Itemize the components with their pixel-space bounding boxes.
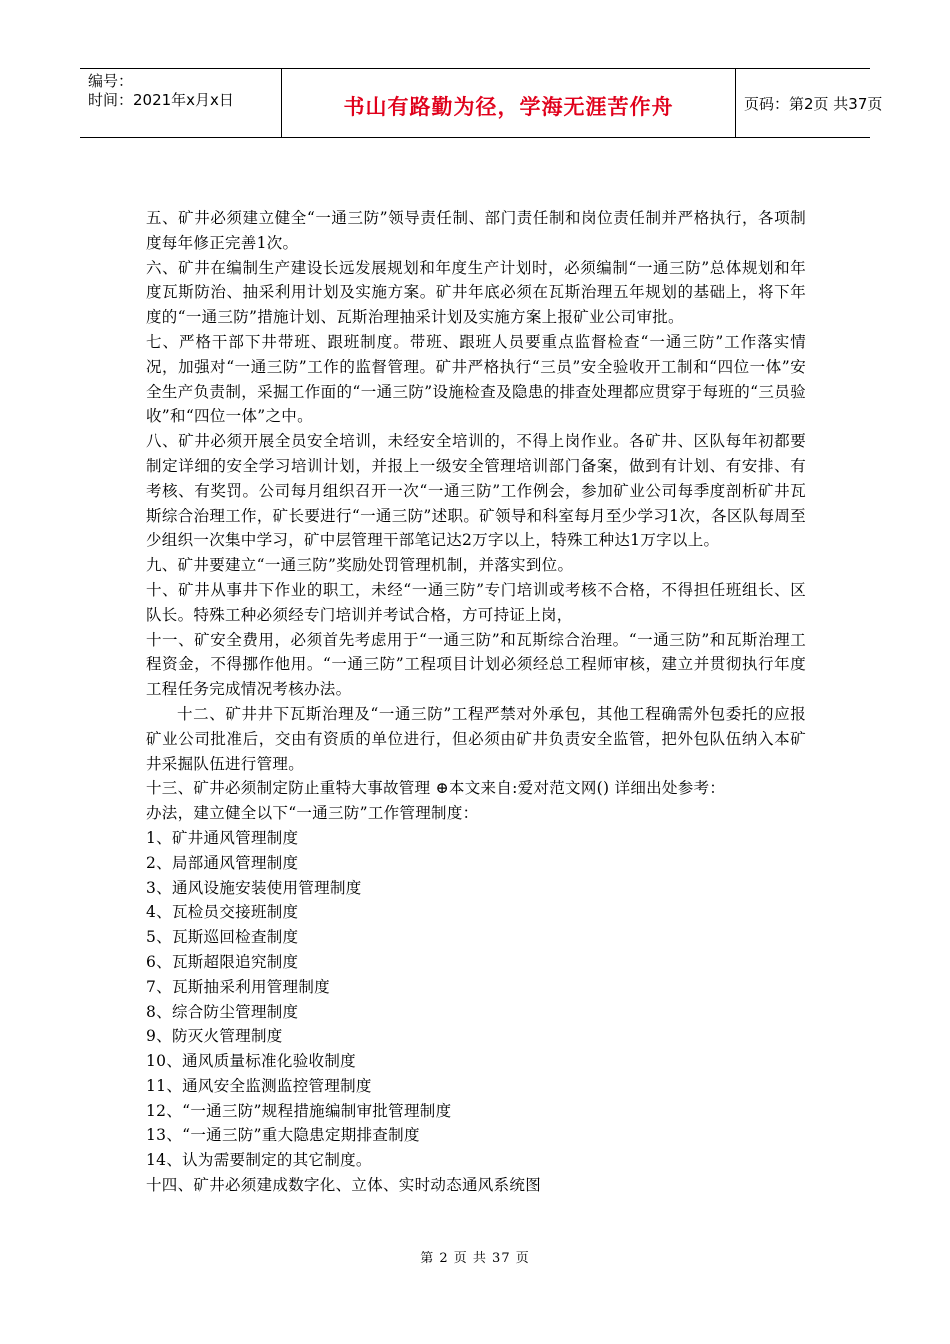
paragraph-8: 八、矿井必须开展全员安全培训，未经安全培训的，不得上岗作业。各矿井、区队每年初都要制定详细的安全学习培训计划，并报上一级安全管理培训部门备案，做到有计划、有安排、有考核、有奖罚。公司每月组织召开一次“一通三防”工作例会，参加矿业公司每季度剖析矿井瓦斯综合治理工作，矿长要进行“一通三防”述职。矿领导和科室每月至少学习1次，各区队每周至少组织一次集中学习，矿中层管理干部笔记达2万字以上，特殊工种达1万字以上。 <box>146 432 806 550</box>
list-item: 4、瓦检员交接班制度 <box>146 903 299 922</box>
list-item: 7、瓦斯抽采利用管理制度 <box>146 977 330 996</box>
list-item: 11、通风安全监测监控管理制度 <box>146 1076 372 1095</box>
list-item: 13、“一通三防”重大隐患定期排查制度 <box>146 1126 420 1145</box>
document-body <box>146 206 806 1198</box>
paragraph-9: 九、矿井要建立“一通三防”奖励处罚管理机制，并落实到位。 <box>146 556 574 575</box>
list-item: 9、防灭火管理制度 <box>146 1027 283 1046</box>
paragraph-14: 十四、矿井必须建成数字化、立体、实时动态通风系统图 <box>146 1176 542 1195</box>
list-item: 8、综合防尘管理制度 <box>146 1002 299 1021</box>
paragraph-13: 十三、矿井必须制定防止重特大事故管理 ⊕本文来自:爱对范文网() 详细出处参考： <box>146 779 726 798</box>
paragraph-10: 十、矿井从事井下作业的职工，未经“一通三防”专门培训或考核不合格，不得担任班组长、区队长。特殊工种必须经专门培训并考试合格，方可持证上岗， <box>146 580 806 624</box>
header-page-info: 页码：第2页 共37页 <box>744 95 883 113</box>
list-item: 5、瓦斯巡回检查制度 <box>146 928 299 947</box>
page-footer: 第 2 页 共 37 页 <box>420 1251 530 1266</box>
time-label: 时间：2021年x月x日 <box>88 91 234 109</box>
number-label: 编号： <box>88 72 134 90</box>
paragraph-7: 七、严格干部下井带班、跟班制度。带班、跟班人员要重点监督检查“一通三防”工作落实情况，加强对“一通三防”工作的监督管理。矿井严格执行“三员”安全验收开工制和“四位一体”安全生产负责制，采掘工作面的“一通三防”设施检查及隐患的排查处理都应贯穿于每班的“三员验收”和“四位一体”之中。 <box>146 332 806 426</box>
paragraph-6: 六、矿井在编制生产建设长远发展规划和年度生产计划时，必须编制“一通三防”总体规划和年度瓦斯防治、抽采利用计划及实施方案。矿井年底必须在瓦斯治理五年规划的基础上，将下年度的“一通三防”措施计划、瓦斯治理抽采计划及实施方案上报矿业公司审批。 <box>146 258 806 327</box>
paragraph-12: 十二、矿井井下瓦斯治理及“一通三防”工程严禁对外承包，其他工程确需外包委托的应报矿业公司批准后，交由有资质的单位进行，但必须由矿井负责安全监管，把外包队伍纳入本矿井采掘队伍进行管理。 <box>146 704 806 773</box>
paragraph-13-continued: 办法，建立健全以下“一通三防”工作管理制度： <box>146 804 479 823</box>
list-item: 14、认为需要制定的其它制度。 <box>146 1151 372 1170</box>
document-header <box>80 68 883 138</box>
list-item: 12、“一通三防”规程措施编制审批管理制度 <box>146 1101 452 1120</box>
list-item: 6、瓦斯超限追究制度 <box>146 952 299 971</box>
list-item: 2、局部通风管理制度 <box>146 853 299 872</box>
list-item: 1、矿井通风管理制度 <box>146 828 299 847</box>
header-page-cell <box>736 69 883 137</box>
paragraph-11: 十一、矿安全费用，必须首先考虑用于“一通三防”和瓦斯综合治理。“一通三防”和瓦斯治理工程资金，不得挪作他用。“一通三防”工程项目计划必须经总工程师审核，建立并贯彻执行年度工程任务完成情况考核办法。 <box>146 630 806 699</box>
list-item: 10、通风质量标准化验收制度 <box>146 1052 356 1071</box>
header-motto: 书山有路勤为径，学海无涯苦作舟 <box>343 95 674 119</box>
header-motto-cell <box>282 69 736 137</box>
list-item: 3、通风设施安装使用管理制度 <box>146 878 362 897</box>
header-info-cell <box>80 69 282 137</box>
paragraph-5: 五、矿井必须建立健全“一通三防”领导责任制、部门责任制和岗位责任制并严格执行，各项制度每年修正完善1次。 <box>146 209 806 252</box>
